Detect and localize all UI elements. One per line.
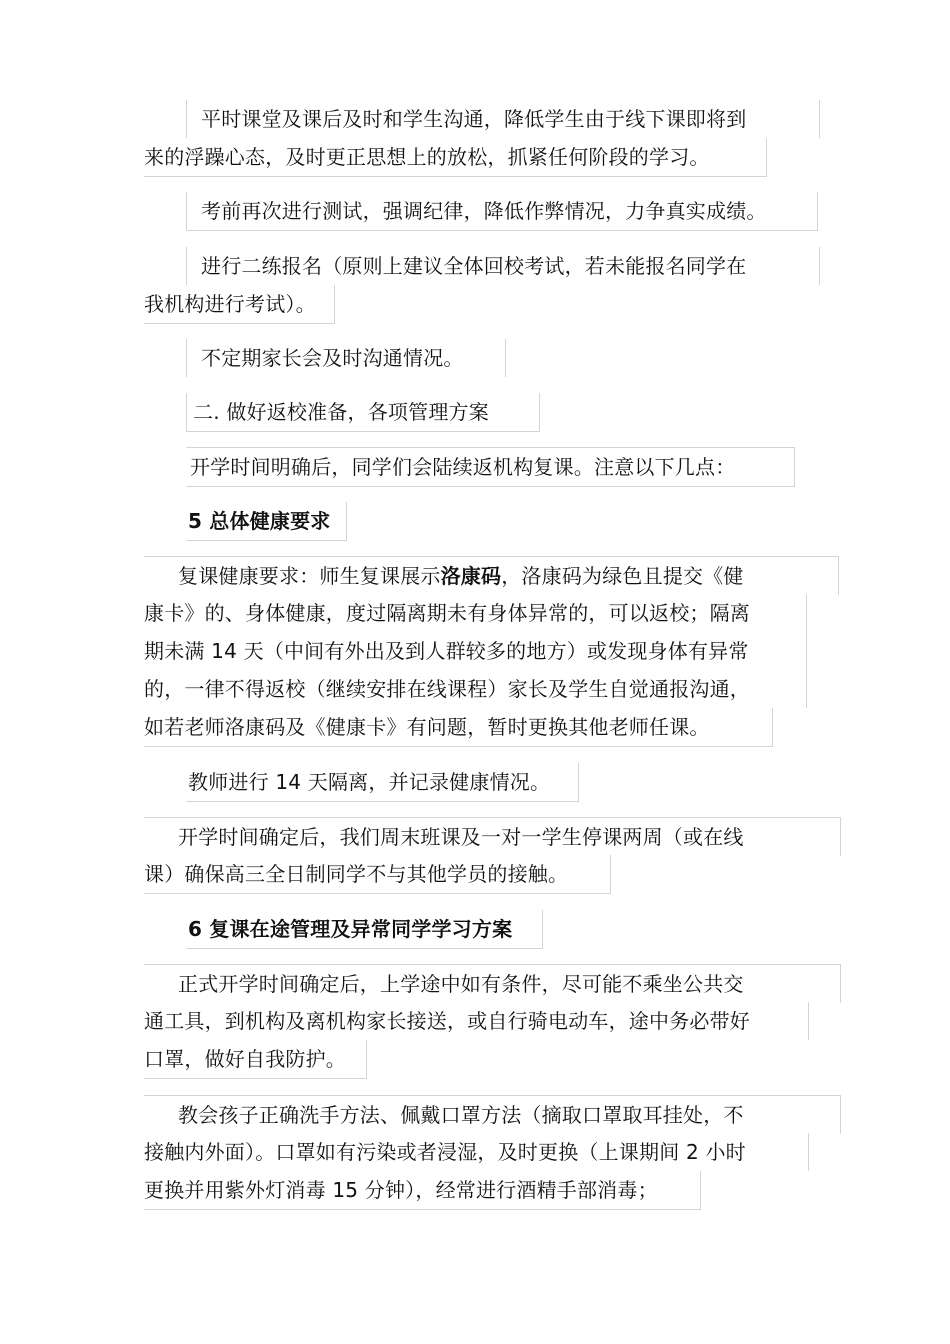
paragraph-2: 考前再次进行测试，强调纪律，降低作弊情况，力争真实成绩。: [186, 192, 818, 231]
paragraph-10-line-3: 更换并用紫外灯消毒 15 分钟），经常进行酒精手部消毒；: [144, 1171, 701, 1210]
paragraph-5: 开学时间明确后，同学们会陆续返机构复课。注意以下几点：: [186, 447, 795, 487]
paragraph-9-line-2: 通工具，到机构及离机构家长接送，或自行骑电动车，途中务必带好: [144, 1002, 809, 1040]
luokang-code-bold: 洛康码: [440, 564, 502, 588]
paragraph-6-line-3: 期未满 14 天（中间有外出及到人群较多的地方）或发现身体有异常: [144, 632, 807, 670]
paragraph-3-line-1: 进行二练报名（原则上建议全体回校考试，若未能报名同学在: [186, 247, 820, 285]
paragraph-3-line-2: 我机构进行考试）。: [144, 285, 335, 324]
paragraph-6-line-1-tail: ，洛康码为绿色且提交《健: [501, 564, 744, 588]
paragraph-10-line-1: 教会孩子正确洗手方法、佩戴口罩方法（摘取口罩取耳挂处，不: [144, 1095, 841, 1134]
paragraph-4: 不定期家长会及时沟通情况。: [186, 339, 506, 377]
paragraph-8-line-2: 课）确保高三全日制同学不与其他学员的接触。: [144, 855, 611, 894]
heading-5: 5 总体健康要求: [186, 502, 347, 541]
paragraph-6-line-5: 如若老师洛康码及《健康卡》有问题，暂时更换其他老师任课。: [144, 708, 773, 747]
paragraph-7: 教师进行 14 天隔离，并记录健康情况。: [186, 763, 579, 802]
paragraph-10-line-2: 接触内外面）。口罩如有污染或者浸湿，及时更换（上课期间 2 小时: [144, 1133, 809, 1171]
paragraph-8-line-1: 开学时间确定后，我们周末班课及一对一学生停课两周（或在线: [144, 817, 841, 856]
paragraph-1-line-2: 来的浮躁心态，及时更正思想上的放松，抓紧任何阶段的学习。: [144, 138, 767, 177]
paragraph-9-line-1: 正式开学时间确定后，上学途中如有条件，尽可能不乘坐公共交: [144, 964, 841, 1003]
section-2-title: 二. 做好返校准备，各项管理方案: [186, 393, 540, 432]
paragraph-1-line-1: 平时课堂及课后及时和学生沟通，降低学生由于线下课即将到: [186, 100, 820, 138]
paragraph-6-line-2: 康卡》的、身体健康，度过隔离期未有身体异常的，可以返校；隔离: [144, 594, 807, 632]
heading-6: 6 复课在途管理及异常同学学习方案: [186, 910, 543, 949]
paragraph-6-line-1-text: 复课健康要求：师生复课展示: [178, 564, 441, 588]
paragraph-9-line-3: 口罩，做好自我防护。: [144, 1040, 367, 1079]
paragraph-6-line-4: 的，一律不得返校（继续安排在线课程）家长及学生自觉通报沟通，: [144, 670, 807, 708]
paragraph-6-line-1: [144, 556, 839, 595]
